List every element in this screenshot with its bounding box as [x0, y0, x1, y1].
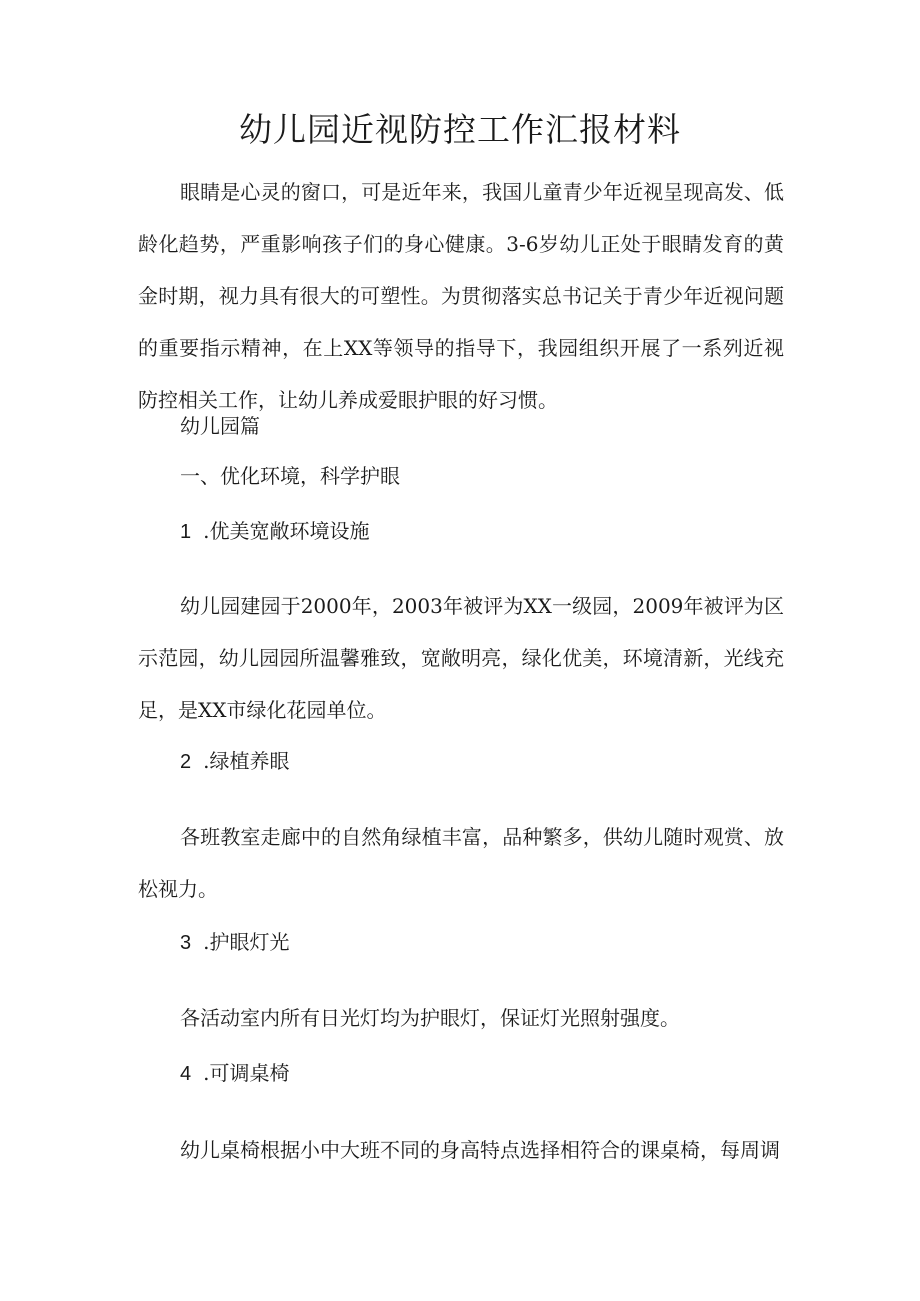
item-1-number: 1: [180, 521, 192, 543]
item-2-heading: [180, 747, 289, 776]
item-1-body: 幼儿园建园于2000年，2003年被评为XX一级园，2009年被评为区示范园，幼儿园园所温馨雅致，宽敞明亮，绿化优美，环境清新，光线充足，是XX市绿化花园单位。: [138, 594, 784, 722]
item-3-body: 各活动室内所有日光灯均为护眼灯，保证灯光照射强度。: [180, 1006, 680, 1030]
intro-paragraph: 眼睛是心灵的窗口，可是近年来，我国儿童青少年近视呈现高发、低龄化趋势，严重影响孩子们的身心健康。3-6岁幼儿正处于眼睛发育的黄金时期，视力具有很大的可塑性。为贯彻落实总书记关于青少年近视问题的重要指示精神，在上XX等领导的指导下，我园组织开展了一系列近视防控相关工作，让幼儿养成爱眼护眼的好习惯。: [138, 180, 784, 412]
document-title: 幼儿园近视防控工作汇报材料: [239, 110, 681, 149]
item-3-number: 3: [180, 932, 192, 954]
item-4-heading: [180, 1059, 289, 1088]
item-4-title: .可调桌椅: [203, 1061, 290, 1085]
section-label: 幼儿园篇: [180, 414, 260, 438]
item-1-title: .优美宽敞环境设施: [203, 519, 370, 543]
item-3-heading: [180, 928, 289, 957]
item-4-number: 4: [180, 1063, 192, 1085]
section-heading: 一、优化环境，科学护眼: [180, 464, 400, 488]
item-1-heading: [180, 517, 369, 546]
item-2-number: 2: [180, 751, 192, 773]
item-3-title: .护眼灯光: [203, 930, 290, 954]
item-2-body: 各班教室走廊中的自然角绿植丰富，品种繁多，供幼儿随时观赏、放松视力。: [138, 825, 784, 901]
item-4-body: 幼儿桌椅根据小中大班不同的身高特点选择相符合的课桌椅，每周调: [180, 1138, 780, 1162]
item-2-title: .绿植养眼: [203, 749, 290, 773]
